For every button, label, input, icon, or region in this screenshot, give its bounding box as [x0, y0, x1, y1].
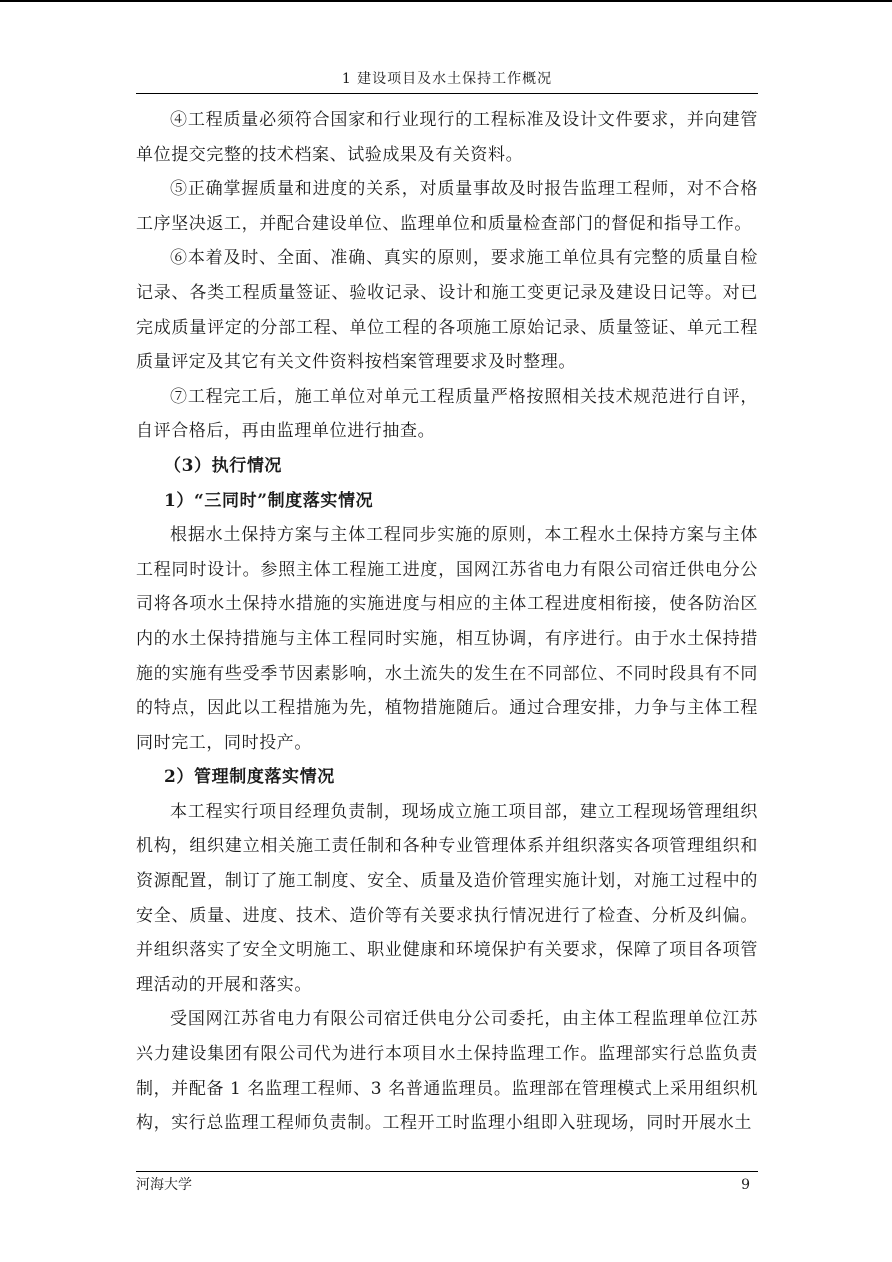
- list-item: ④工程质量必须符合国家和行业现行的工程标准及设计文件要求，并向建管单位提交完整的技术档案、试验成果及有关资料。: [136, 110, 758, 165]
- paragraph: 本工程实行项目经理负责制，现场成立施工项目部，建立工程现场管理组织机构，组织建立相关施工责任制和各种专业管理体系并组织落实各项管理组织和资源配置，制订了施工制度、安全、质量及造价管理实施计划，对施工过程中的安全、质量、进度、技术、造价等有关要求执行情况进行了检查、分析及纠偏。并组织落实了安全文明施工、职业健康和环境保护有关要求，保障了项目各项管理活动的开展和落实。: [136, 801, 758, 995]
- page-body: [136, 103, 758, 1141]
- page-number: 9: [741, 1177, 750, 1193]
- list-item: ⑤正确掌握质量和进度的关系，对质量事故及时报告监理工程师，对不合格工序坚决返工，并配合建设单位、监理单位和质量检查部门的督促和指导工作。: [136, 179, 758, 234]
- paragraph: 受国网江苏省电力有限公司宿迁供电分公司委托，由主体工程监理单位江苏兴力建设集团有限公司代为进行本项目水土保持监理工作。监理部实行总监负责制，并配备 1 名监理工程师、3 名普通监理员。监理部在管理模式上采用组织机构，实行总监理工程师负责制。工程开工时监理小组即入驻现场，同时开展水土: [136, 1009, 758, 1134]
- footer-institution: 河海大学: [136, 1177, 192, 1193]
- page-footer: [136, 1171, 758, 1196]
- section-heading: （3）执行情况: [164, 455, 283, 476]
- list-item: ⑦工程完工后，施工单位对单元工程质量严格按照相关技术规范进行自评，自评合格后，再由监理单位进行抽查。: [136, 386, 758, 442]
- subsection-heading: 2）管理制度落实情况: [164, 767, 335, 788]
- list-item: ⑥本着及时、全面、准确、真实的原则，要求施工单位具有完整的质量自检记录、各类工程质量签证、验收记录、设计和施工变更记录及建设日记等。对已完成质量评定的分部工程、单位工程的各项施工原始记录、质量签证、单元工程质量评定及其它有关文件资料按档案管理要求及时整理。: [136, 248, 758, 373]
- paragraph: 根据水土保持方案与主体工程同步实施的原则，本工程水土保持方案与主体工程同时设计。参照主体工程施工进度，国网江苏省电力有限公司宿迁供电分公司将各项水土保持水措施的实施进度与相应的主体工程进度相衔接，使各防治区内的水土保持措施与主体工程同时实施，相互协调，有序进行。由于水土保持措施的实施有些受季节因素影响，水土流失的发生在不同部位、不同时段具有不同的特点，因此以工程措施为先，植物措施随后。通过合理安排，力争与主体工程同时完工，同时投产。: [136, 525, 758, 753]
- top-border-line: [0, 0, 892, 2]
- running-header: 1 建设项目及水土保持工作概况: [136, 66, 758, 94]
- subsection-heading: 1）“三同时”制度落实情况: [164, 490, 374, 511]
